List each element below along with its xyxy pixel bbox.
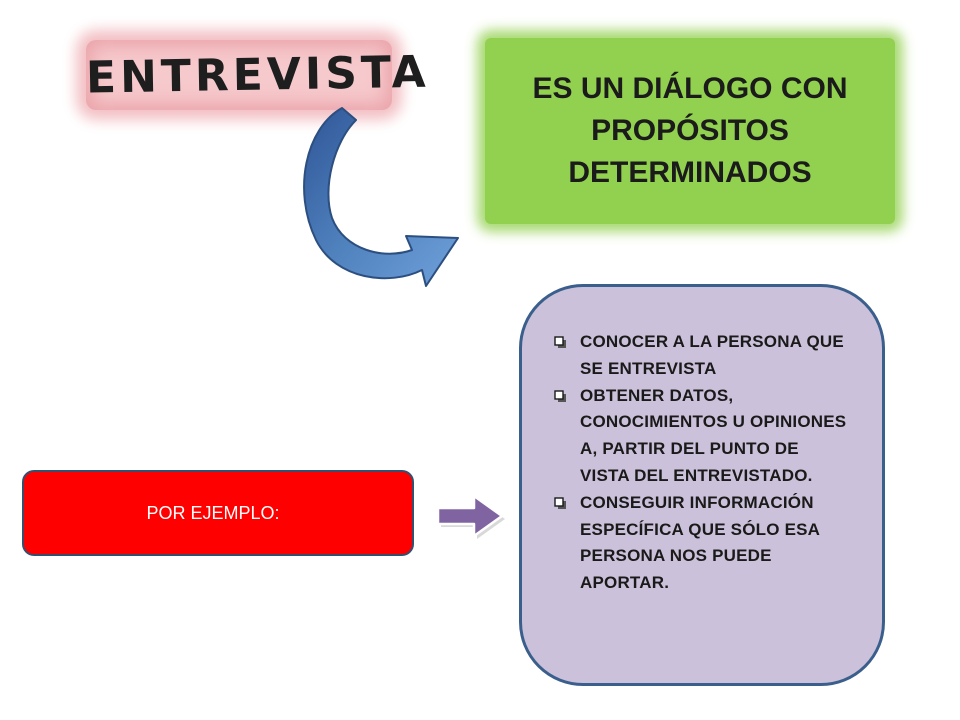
list-item-text: CONOCER A LA PERSONA QUE SE ENTREVISTA — [580, 332, 844, 378]
list-item-text: CONSEGUIR INFORMACIÓN ESPECÍFICA QUE SÓLO ESA PERSONA NOS PUEDE APORTAR. — [580, 492, 820, 593]
example-box — [22, 470, 414, 556]
list-box — [519, 284, 885, 686]
checkbox-square-icon — [554, 336, 567, 349]
objectives-list — [550, 329, 850, 597]
curved-arrow-icon — [280, 90, 480, 300]
list-item — [550, 383, 850, 490]
definition-text: ES UN DIÁLOGO CON PROPÓSITOS DETERMINADOS — [532, 72, 848, 189]
checkbox-square-icon — [554, 497, 567, 510]
list-item — [550, 329, 850, 383]
list-item-text: OBTENER DATOS, CONOCIMIENTOS U OPINIONES A, PARTIR DEL PUNTO DE VISTA DEL ENTREVISTADO. — [580, 385, 847, 485]
checkbox-square-icon — [554, 390, 567, 403]
title-text: ENTREVISTA — [85, 46, 431, 104]
example-label: POR EJEMPLO: — [146, 502, 280, 523]
list-item — [550, 490, 850, 597]
definition-box — [485, 38, 895, 224]
right-arrow-icon — [430, 488, 510, 544]
